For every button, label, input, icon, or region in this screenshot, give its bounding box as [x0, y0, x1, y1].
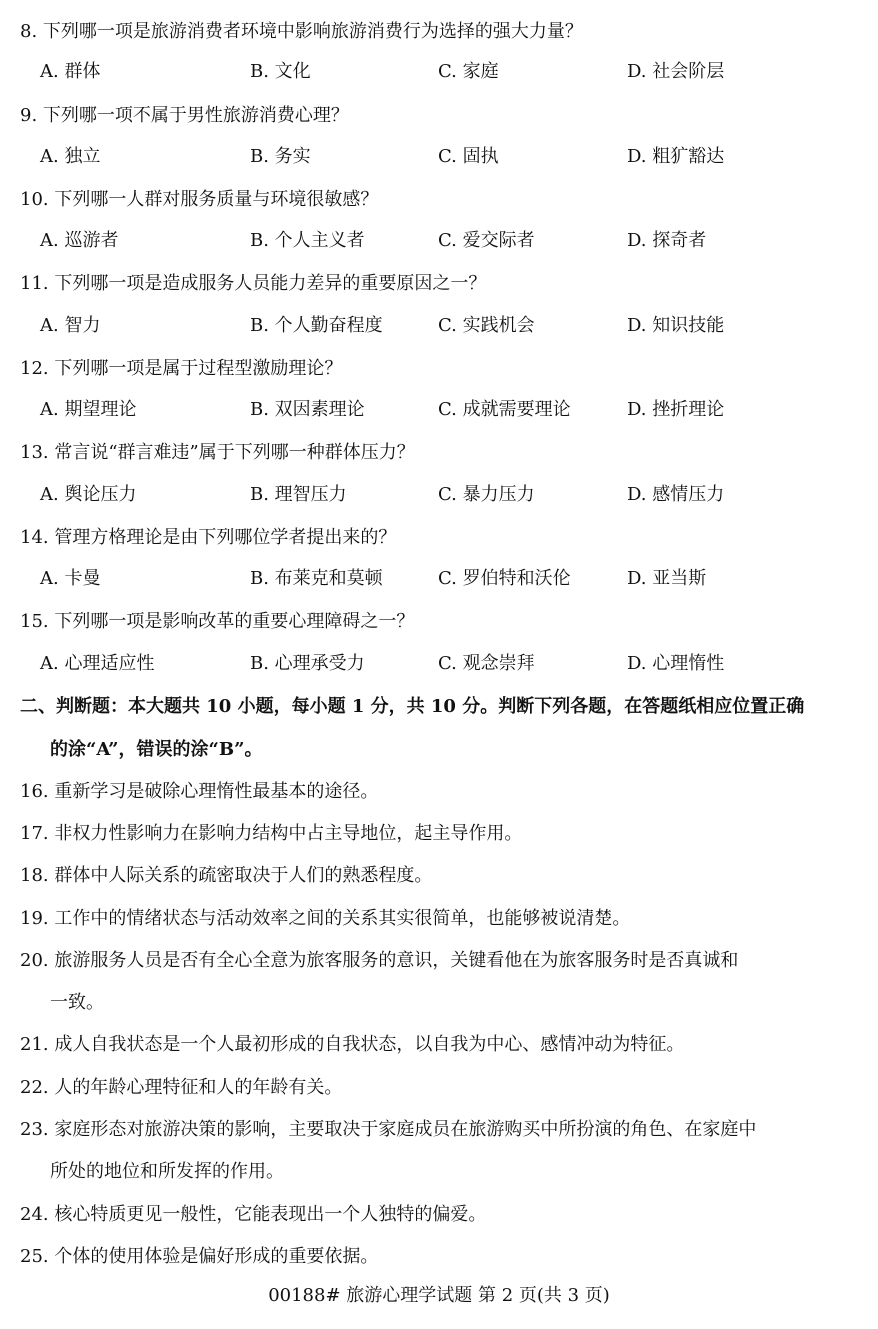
question-9: 9. 下列哪一项不属于男性旅游消费心理？ [20, 105, 349, 126]
option-a: A. 独立 [40, 146, 101, 167]
question-13: 13. 常言说“群言难违”属于下列哪一种群体压力？ [20, 442, 415, 463]
question-10: 10. 下列哪一人群对服务质量与环境很敏感？ [20, 189, 379, 210]
option-b: B. 文化 [250, 61, 311, 82]
question-12: 12. 下列哪一项是属于过程型激励理论？ [20, 358, 343, 379]
option-d: D. 探奇者 [627, 230, 707, 251]
question-20: 20. 旅游服务人员是否有全心全意为旅客服务的意识，关键看他在为旅客服务时是否真诚和 [20, 950, 739, 971]
question-17: 17. 非权力性影响力在影响力结构中占主导地位，起主导作用。 [20, 823, 523, 844]
option-b: B. 理智压力 [250, 484, 347, 505]
option-d: D. 心理惰性 [627, 653, 725, 674]
question-18: 18. 群体中人际关系的疏密取决于人们的熟悉程度。 [20, 865, 433, 886]
page-footer: 00188# 旅游心理学试题 第 2 页(共 3 页) [268, 1285, 610, 1306]
option-d: D. 粗犷豁达 [627, 146, 725, 167]
option-b: B. 个人主义者 [250, 230, 365, 251]
question-13-options [0, 483, 878, 507]
option-a: A. 卡曼 [40, 568, 101, 589]
question-21: 21. 成人自我状态是一个人最初形成的自我状态，以自我为中心、感情冲动为特征。 [20, 1034, 685, 1055]
question-15-options [0, 652, 878, 676]
question-10-options [0, 229, 878, 253]
option-c: C. 家庭 [438, 61, 499, 82]
option-c: C. 成就需要理论 [438, 399, 571, 420]
option-b: B. 布莱克和莫顿 [250, 568, 383, 589]
option-d: D. 亚当斯 [627, 568, 707, 589]
option-a: A. 舆论压力 [40, 484, 137, 505]
option-b: B. 双因素理论 [250, 399, 365, 420]
option-a: A. 智力 [40, 315, 101, 336]
question-9-options [0, 145, 878, 169]
question-11-options [0, 314, 878, 338]
option-a: A. 期望理论 [40, 399, 137, 420]
option-c: C. 爱交际者 [438, 230, 535, 251]
question-15: 15. 下列哪一项是影响改革的重要心理障碍之一？ [20, 611, 415, 632]
option-c: C. 固执 [438, 146, 499, 167]
option-c: C. 实践机会 [438, 315, 535, 336]
option-b: B. 务实 [250, 146, 311, 167]
option-c: C. 罗伯特和沃伦 [438, 568, 571, 589]
question-16: 16. 重新学习是破除心理惰性最基本的途径。 [20, 781, 379, 802]
option-c: C. 观念崇拜 [438, 653, 535, 674]
question-14: 14. 管理方格理论是由下列哪位学者提出来的？ [20, 527, 397, 548]
question-25: 25. 个体的使用体验是偏好形成的重要依据。 [20, 1246, 379, 1267]
option-b: B. 个人勤奋程度 [250, 315, 383, 336]
option-c: C. 暴力压力 [438, 484, 535, 505]
option-d: D. 感情压力 [627, 484, 725, 505]
question-23-continued: 所处的地位和所发挥的作用。 [50, 1161, 284, 1182]
option-d: D. 挫折理论 [627, 399, 725, 420]
question-19: 19. 工作中的情绪状态与活动效率之间的关系其实很简单，也能够被说清楚。 [20, 908, 631, 929]
question-23: 23. 家庭形态对旅游决策的影响，主要取决于家庭成员在旅游购买中所扮演的角色、在家庭中 [20, 1119, 757, 1140]
option-d: D. 社会阶层 [627, 61, 725, 82]
option-d: D. 知识技能 [627, 315, 725, 336]
question-11: 11. 下列哪一项是造成服务人员能力差异的重要原因之一？ [20, 273, 487, 294]
option-a: A. 巡游者 [40, 230, 119, 251]
section-heading-continued: 的涂“A”，错误的涂“B”。 [50, 739, 263, 760]
option-a: A. 群体 [40, 61, 101, 82]
question-22: 22. 人的年龄心理特征和人的年龄有关。 [20, 1077, 343, 1098]
question-24: 24. 核心特质更见一般性，它能表现出一个人独特的偏爱。 [20, 1204, 487, 1225]
option-a: A. 心理适应性 [40, 653, 155, 674]
question-8: 8. 下列哪一项是旅游消费者环境中影响旅游消费行为选择的强大力量？ [20, 21, 583, 42]
question-14-options [0, 567, 878, 591]
section-heading: 二、判断题：本大题共 10 小题，每小题 1 分，共 10 分。判断下列各题，在答题纸相应位置正确 [20, 696, 805, 717]
question-8-options [0, 60, 878, 84]
question-12-options [0, 398, 878, 422]
option-b: B. 心理承受力 [250, 653, 365, 674]
question-20-continued: 一致。 [50, 992, 104, 1013]
